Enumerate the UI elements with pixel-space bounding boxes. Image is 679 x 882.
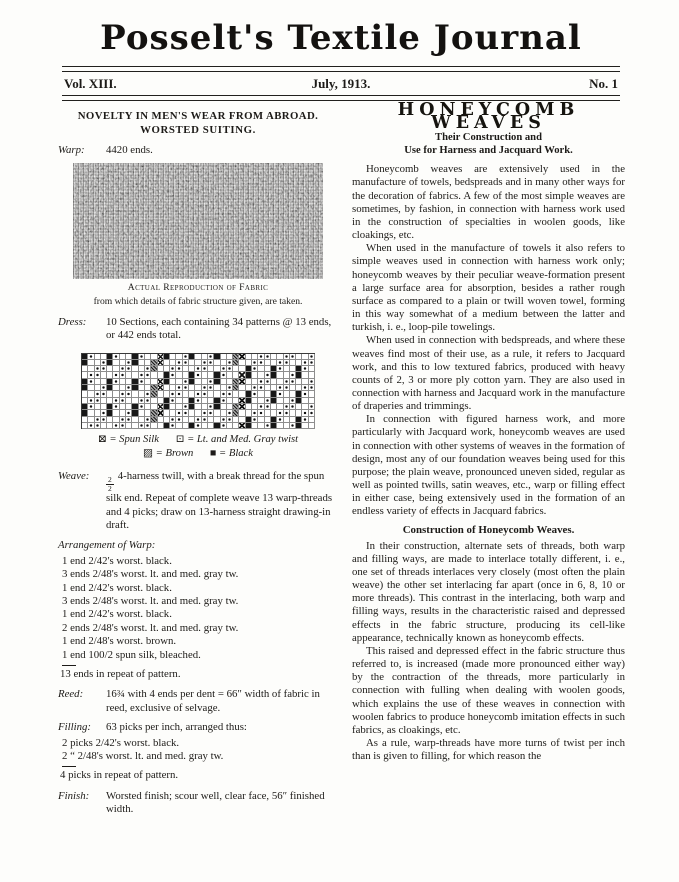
filling-item: 2 picks 2/42's worst. black.	[62, 736, 180, 749]
filling-item: 2 “ 2/48's worst. lt. and med. gray tw.	[62, 750, 224, 763]
warp-spec	[58, 144, 338, 157]
article-paragraph: When used in connection with bedspreads, and where these weaves find most of their use, as a rule, it refers to Jacquard work, and this to low textured fabrics, produced with heavy counts of 2, 3 or more ply cotton yarn. They are also used in connection with harness and Jacquard work in the manufacture of draperies and trimmings.	[352, 334, 625, 413]
fabric-specimen-image	[73, 163, 323, 279]
warp-arrangement-item: 2 ends 2/48's worst. lt. and med. gray tw.	[62, 621, 239, 634]
article-paragraph: This raised and depressed effect in the fabric structure thus referred to, is increased (made more pronounced either way) by the contraction of the threads, more particularly in connection with fulling when dealing with woolen goods, which explains the use of these weaves in connection with woolen fabrics to produce honeycomb imitation effects in such fabrics, as cloakings, etc.	[352, 644, 625, 736]
volume-label: Vol. XIII.	[64, 76, 117, 91]
finish-label: Finish:	[58, 789, 90, 802]
warp-arrangement-item: 1 end 2/42's worst. black.	[62, 608, 172, 621]
fabric-caption-line2: from which details of fabric structure given, are taken.	[93, 295, 303, 307]
legend-spun-silk: ⊠ = Spun Silk	[97, 434, 159, 446]
fabric-caption	[58, 281, 338, 308]
warp-arrangement-list	[58, 555, 338, 662]
article-paragraph: When used in the manufacture of towels it also refers to simple weaves used in connection with harness work only; honeycomb weaves by their peculiar weave-formation present a large surface area for absorption, besides a rather rough surface as compared to a plain or twill woven towel, forming in this way somewhat of a medium between the latter and turkish, i. e., loop-pile towelings.	[352, 242, 625, 334]
article-paragraph: Honeycomb weaves are extensively used in the manufacture of towels, bedspreads and in many other ways for the decoration of fabrics. A few of the most simple weaves are sometimes, by fashion, in connection with harness work used in the construction of specialties in woolen goods, like cloakings, etc.	[352, 163, 625, 242]
article-heading-line2: WORSTED SUITING.	[140, 124, 256, 137]
reed-spec	[58, 688, 338, 715]
weave-draft-legend	[58, 433, 338, 461]
dress-spec	[58, 316, 338, 343]
issue-date: July, 1913.	[311, 76, 371, 91]
honeycomb-article-title: HONEYCOMB WEAVES	[397, 100, 580, 134]
legend-gray-twist: ⊡ = Lt. and Med. Gray twist	[175, 434, 299, 446]
warp-arrangement-item: 3 ends 2/48's worst. lt. and med. gray tw.	[62, 568, 239, 581]
weave-draft-grid	[81, 353, 315, 430]
filling-spec	[58, 721, 338, 734]
filling-value: 63 picks per inch, arranged thus:	[106, 721, 247, 734]
article-heading-line1: NOVELTY IN MEN'S WEAR FROM ABROAD.	[77, 110, 319, 122]
twill-fraction: $\frac{2}{2}$	[108, 475, 112, 493]
article-paragraph: As a rule, warp-threads have more turns of twist per inch than is given to filling, for which reason the	[352, 737, 625, 763]
dress-value: 10 Sections, each containing 34 patterns @ 13 ends, or 442 ends total.	[106, 316, 332, 342]
issue-number: No. 1	[589, 76, 618, 91]
article-subtitle-line2: Use for Harness and Jacquard Work.	[404, 144, 573, 156]
warp-arrangement-item: 1 end 2/42's worst. black.	[62, 554, 172, 567]
filling-list	[58, 737, 338, 764]
weave-draft-figure	[58, 351, 338, 461]
warp-arrangement-item: 1 end 100/2 spun silk, bleached.	[62, 648, 201, 661]
weave-description: 4-harness twill, with a break thread for the spun silk end. Repeat of complete weave 13 warp-threads and 4 picks; draw on 13-harness straight drawing-in draft.	[106, 470, 333, 531]
weave-value	[106, 470, 338, 532]
article-subtitle-line1: Their Construction and	[435, 132, 542, 144]
filling-total: 4 picks in repeat of pattern.	[60, 769, 179, 782]
construction-subheading: Construction of Honeycomb Weaves.	[402, 523, 575, 536]
masthead	[62, 18, 620, 101]
article-paragraph: In their construction, alternate sets of threads, both warp and filling ways, are made to interlace totally different, i. e., one set of threads interlaces very closely (most often the plain weave) the other set interlacing far apart (once in 6, 8, 10 or more threads). This contrast in the interlacing, both warp and filling ways, results in the characteristic raised and depressed effects in the fabric structure, producing its cell-like appearance, technically known as honeycomb effects.	[352, 539, 625, 644]
warp-arrangement-item: 1 end 2/42's worst. black.	[62, 581, 172, 594]
fabric-stripe-overlay	[73, 163, 323, 279]
finish-value: Worsted finish; scour well, clear face, 56″ finished width.	[106, 789, 325, 816]
journal-title: Posselt's Textile Journal	[100, 18, 582, 58]
warp-value: 4420 ends.	[106, 143, 153, 156]
legend-brown: ▨ = Brown	[143, 448, 194, 460]
article-paragraph: In connection with figured harness work, and more particularly with Jacquard work, honeycomb weaves are used in connection with other systems of weaves in the formation of design, most any of our foundation weaves being used for this purpose; the plain weave, pronounced uneven sided, regular as well as pointed twills, satin weaves, etc., warp or filling effect in either case, being extensively used in the formation of an endless variety of effects in Jacquard fabrics.	[352, 413, 625, 518]
left-column	[58, 106, 338, 823]
warp-arrangement-item: 1 end 2/48's worst. brown.	[62, 635, 177, 648]
warp-label: Warp:	[58, 143, 85, 156]
right-column	[352, 100, 625, 763]
filling-label: Filling:	[58, 721, 91, 734]
weave-label: Weave:	[58, 470, 90, 483]
fabric-specimen-figure	[58, 163, 338, 308]
legend-black: ■ = Black	[210, 448, 253, 460]
warp-arrangement-item: 3 ends 2/48's worst. lt. and med. gray tw.	[62, 594, 239, 607]
reed-label: Reed:	[58, 688, 84, 701]
masthead-info-bar	[62, 72, 620, 95]
warp-arrangement-heading: Arrangement of Warp:	[58, 539, 156, 552]
reed-value: 16¾ with 4 ends per dent = 66″ width of fabric in reed, exclusive of selvage.	[106, 688, 320, 714]
dress-label: Dress:	[58, 316, 87, 329]
warp-sum-rule	[62, 665, 76, 666]
fabric-caption-line1: Actual Reproduction of Fabric	[127, 282, 269, 294]
finish-spec	[58, 790, 338, 817]
warp-total: 13 ends in repeat of pattern.	[60, 667, 181, 680]
weave-spec	[58, 470, 338, 532]
filling-sum-rule	[62, 766, 76, 767]
